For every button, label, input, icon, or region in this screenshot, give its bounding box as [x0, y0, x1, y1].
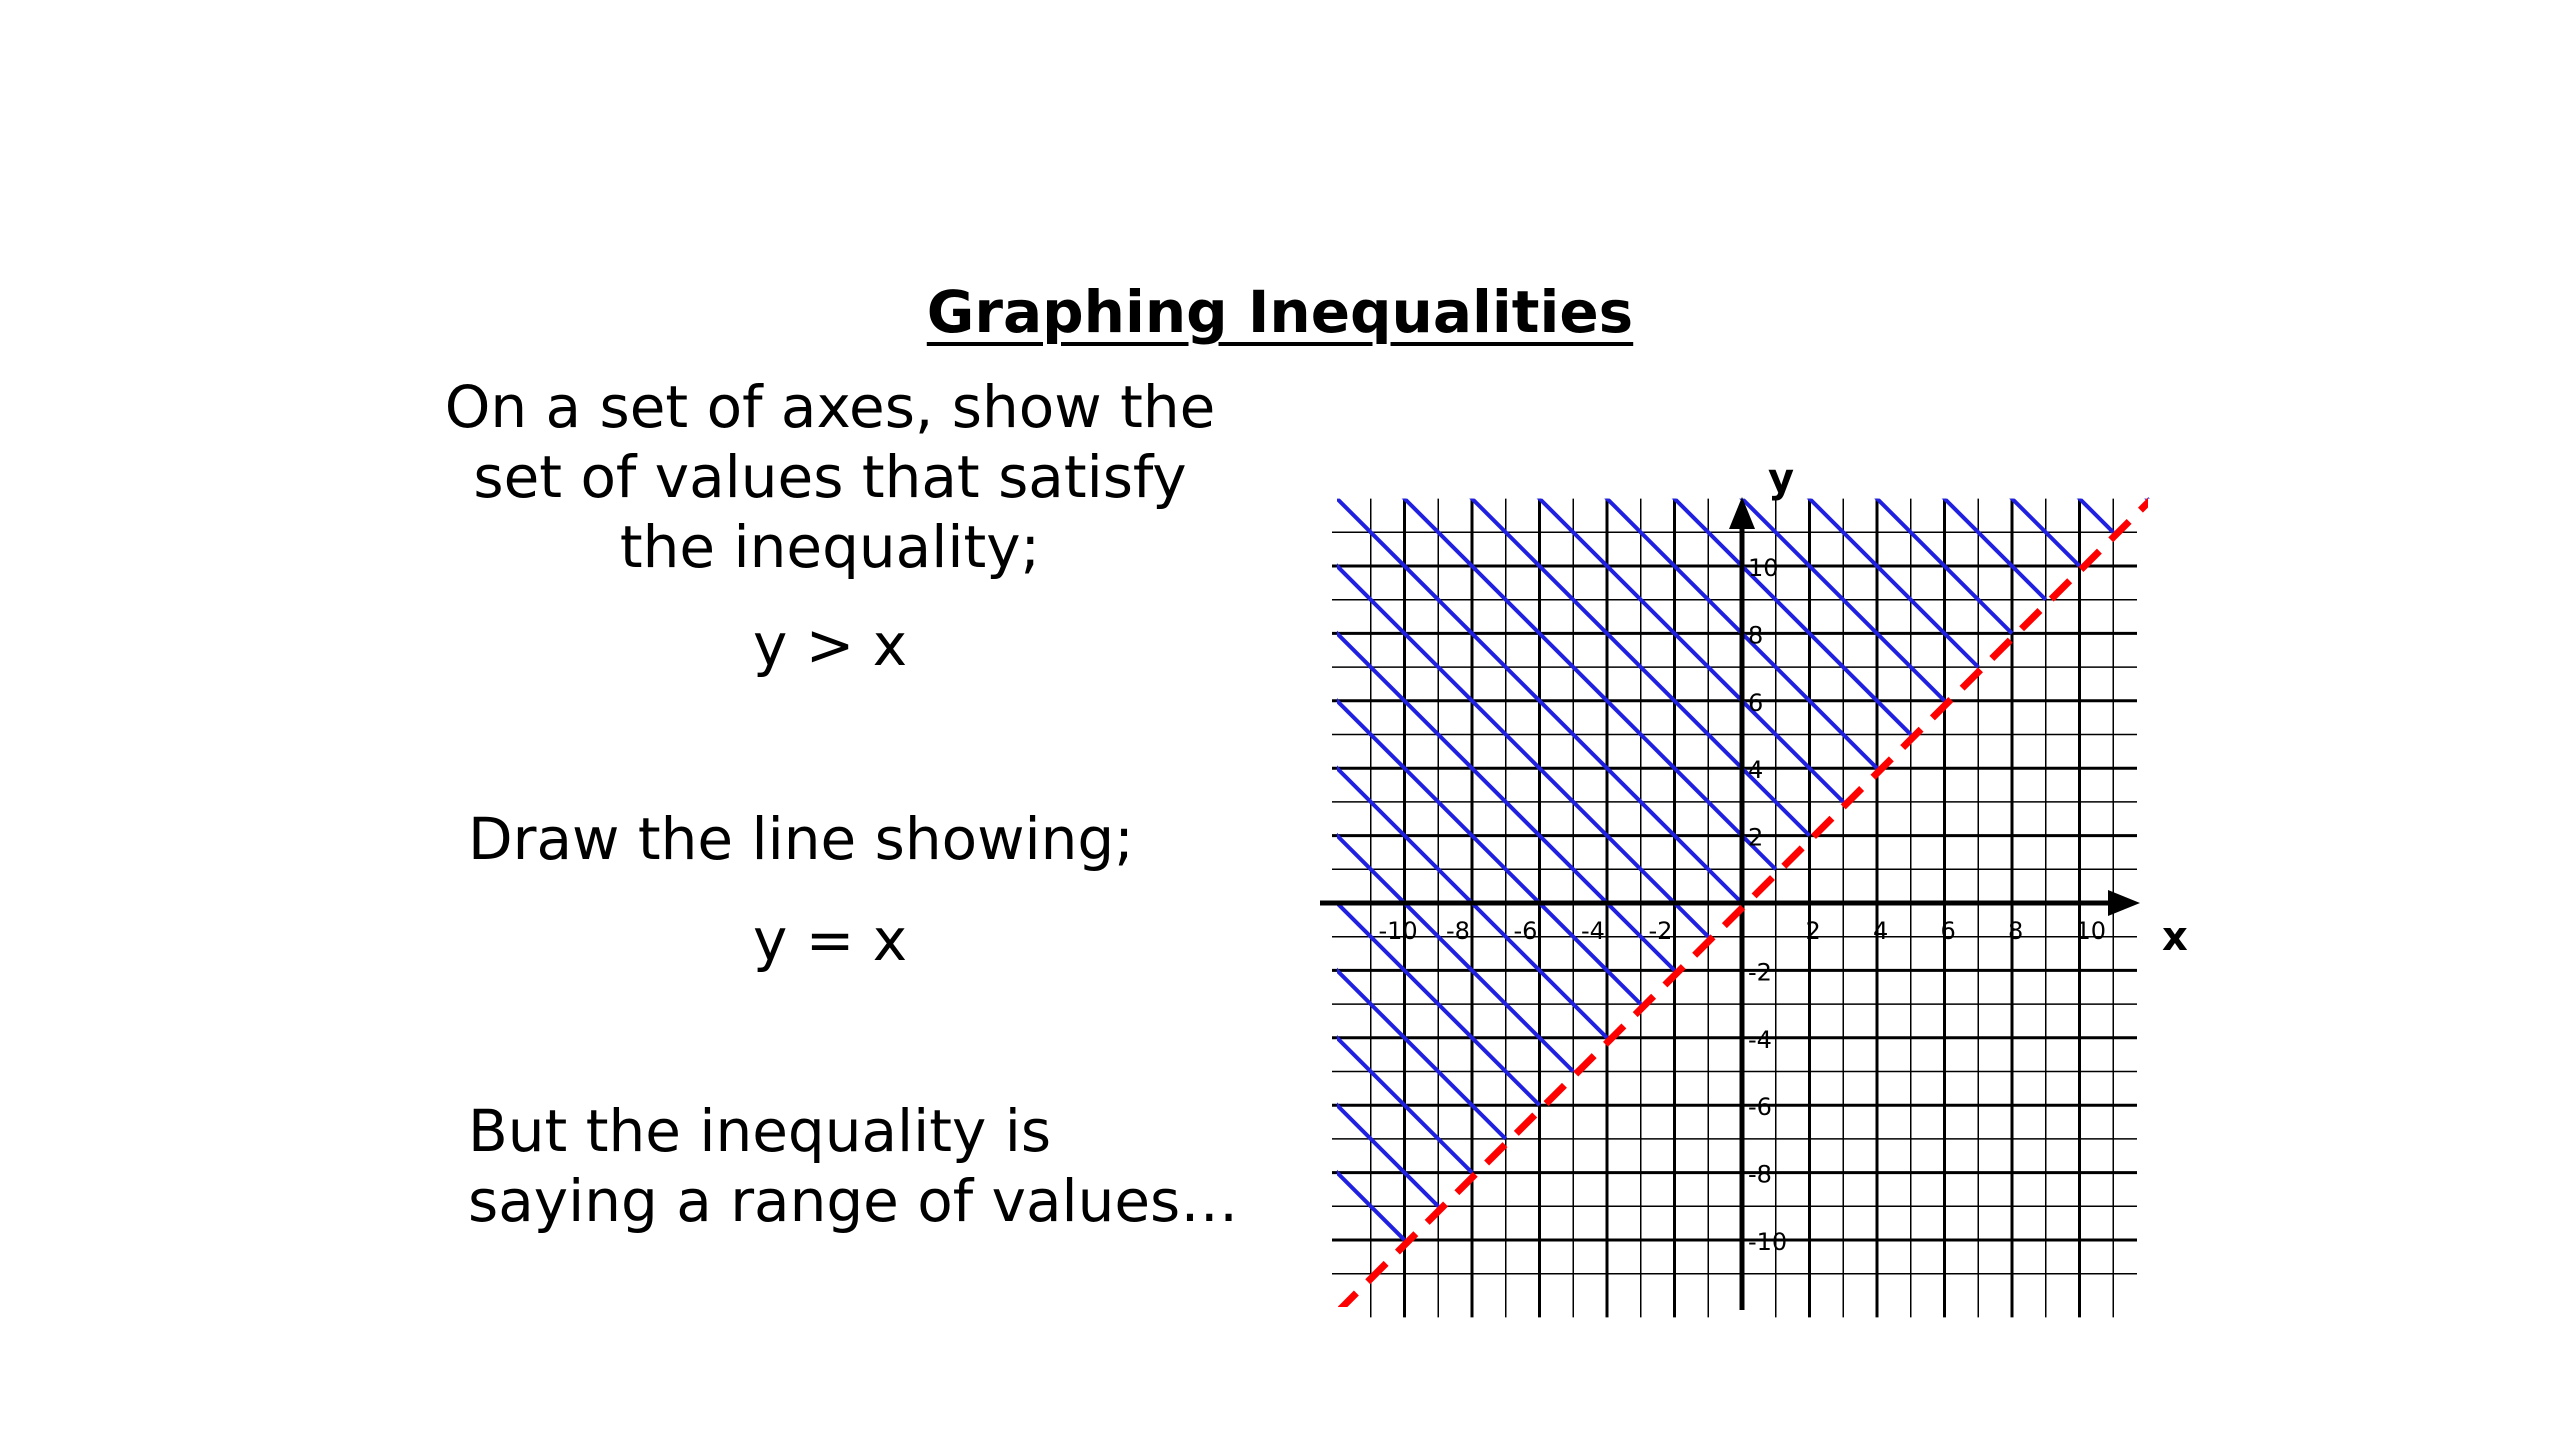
intro-line-2: set of values that satisfy	[473, 443, 1187, 511]
x-axis-label: x	[2162, 914, 2188, 960]
grid-lines	[1332, 499, 2137, 1318]
hatch-line	[1270, 0, 2215, 499]
y-tick-label: -8	[1748, 1160, 1772, 1189]
hatch-line	[1270, 0, 2215, 566]
intro-line-3: the inequality;	[619, 513, 1041, 581]
y-tick-label: -6	[1748, 1093, 1772, 1122]
draw-line-text: Draw the line showing;	[468, 805, 1134, 873]
y-tick-label: 4	[1748, 756, 1764, 785]
hatch-line	[1270, 0, 2215, 431]
y-axis-label: y	[1768, 456, 1795, 502]
x-tick-label: 2	[1805, 917, 1821, 945]
x-tick-label: 10	[2075, 917, 2107, 945]
x-axis-arrow	[2108, 890, 2140, 916]
y-tick-label: 8	[1748, 621, 1764, 650]
y-axis-arrow	[1729, 497, 1755, 529]
range-line-1: But the inequality is	[468, 1097, 1052, 1165]
y-tick-label: -10	[1748, 1228, 1788, 1256]
x-tick-label: -4	[1581, 917, 1605, 945]
y-tick-label: -4	[1748, 1025, 1772, 1054]
x-tick-label: 8	[2008, 917, 2024, 945]
y-tick-label: 6	[1748, 688, 1764, 717]
range-line-2: saying a range of values…	[468, 1167, 1239, 1235]
x-tick-label: 6	[1940, 917, 1956, 945]
y-tick-label: -2	[1748, 958, 1772, 987]
y-tick-label: 2	[1748, 823, 1764, 852]
slide-title: Graphing Inequalities	[926, 278, 1634, 346]
x-tick-label: -2	[1648, 917, 1673, 945]
inequality-text: y > x	[752, 611, 908, 679]
x-tick-label: -6	[1513, 917, 1538, 945]
intro-line-1: On a set of axes, show the	[444, 373, 1216, 441]
line-equation-text: y = x	[752, 906, 908, 974]
x-tick-label: 4	[1873, 917, 1889, 945]
y-tick-label: 10	[1748, 554, 1779, 582]
x-tick-label: -10	[1378, 917, 1418, 945]
x-tick-label: -8	[1446, 917, 1470, 945]
